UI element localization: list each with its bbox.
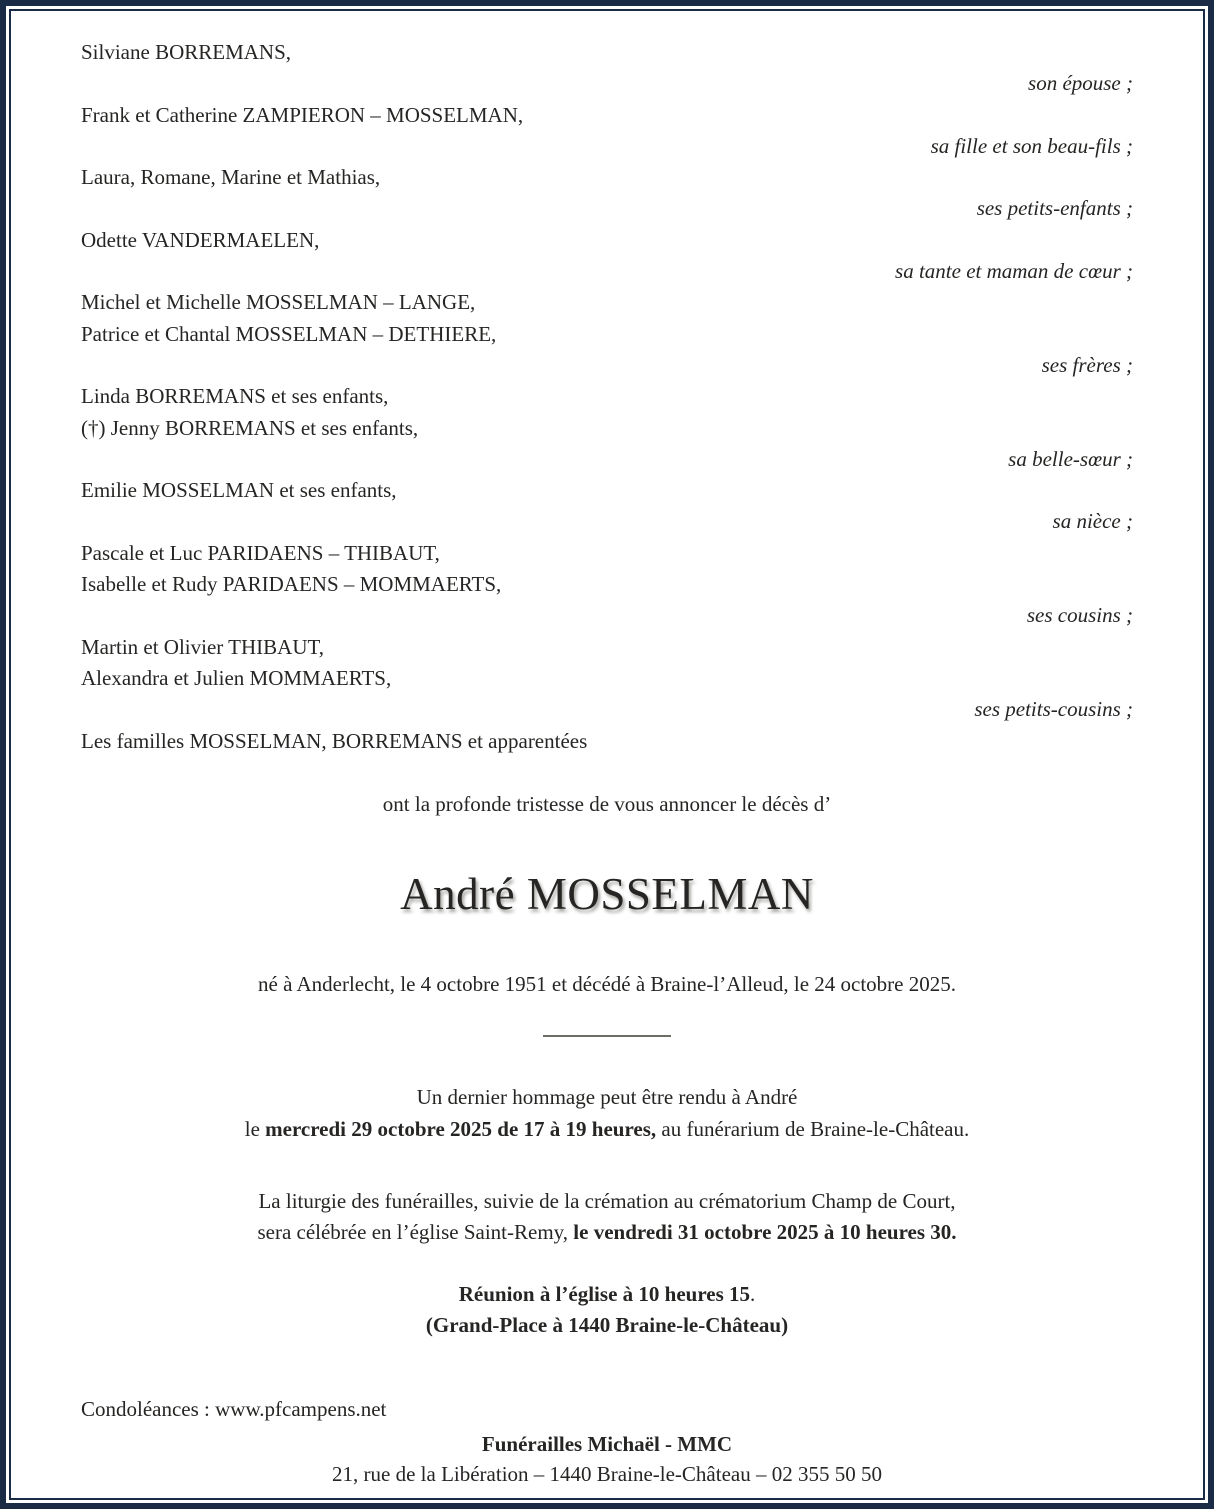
tribute-line1: Un dernier hommage peut être rendu à André <box>416 1085 798 1110</box>
liturgy-section <box>81 1186 1133 1249</box>
family-name-line: Pascale et Luc PARIDAENS – THIBAUT, <box>81 540 440 565</box>
tribute-line2 <box>81 1114 1133 1145</box>
funeral-home-name: Funérailles Michaël - MMC <box>481 1432 733 1457</box>
family-relation-line: sa nièce ; <box>1052 509 1133 534</box>
life-dates-line: né à Anderlecht, le 4 octobre 1951 et décédé à Braine-l’Alleud, le 24 octobre 2025. <box>258 972 956 997</box>
family-name-line: Les familles MOSSELMAN, BORREMANS et apparentées <box>81 728 588 753</box>
condolences-label: Condoléances : <box>81 1397 216 1422</box>
family-block <box>81 37 1133 757</box>
liturgy-line1: La liturgie des funérailles, suivie de la crémation au crématorium Champ de Court, <box>258 1189 956 1214</box>
family-relation-line: sa fille et son beau-fils ; <box>930 133 1133 158</box>
liturgy-line2 <box>81 1217 1133 1248</box>
family-name-line: (†) Jenny BORREMANS et ses enfants, <box>81 415 419 440</box>
tribute-line2-suffix: au funérarium de Braine-le-Château. <box>656 1116 970 1141</box>
condolences-url: www.pfcampens.net <box>215 1397 387 1422</box>
family-relation-line: ses cousins ; <box>1026 603 1133 628</box>
family-relation-line: son épouse ; <box>1028 71 1133 96</box>
tribute-line2-datetime: mercredi 29 octobre 2025 de 17 à 19 heures, <box>265 1116 657 1141</box>
condolences-line <box>81 1394 1133 1425</box>
family-name-line: Silviane BORREMANS, <box>81 40 292 64</box>
meeting-section <box>81 1279 1133 1342</box>
family-name-line: Frank et Catherine ZAMPIERON – MOSSELMAN, <box>81 102 524 127</box>
family-relation-line: sa tante et maman de cœur ; <box>895 259 1133 284</box>
family-relation-line: ses petits-cousins ; <box>974 697 1133 722</box>
tribute-line2-prefix: le <box>244 1116 266 1141</box>
liturgy-line2-datetime: le vendredi 31 octobre 2025 à 10 heures 30. <box>573 1220 957 1245</box>
meeting-line1-period: . <box>750 1281 756 1306</box>
family-name-line: Emilie MOSSELMAN et ses enfants, <box>81 478 397 503</box>
border-white-gap <box>6 6 1208 1503</box>
meeting-place: (Grand-Place à 1440 Braine-le-Château) <box>425 1312 789 1337</box>
family-relation-line: ses petits-enfants ; <box>976 196 1133 221</box>
obituary-content <box>11 37 1203 1489</box>
inner-border-frame <box>9 9 1205 1500</box>
family-relation-line: sa belle-sœur ; <box>1008 446 1133 471</box>
family-name-line: Laura, Romane, Marine et Mathias, <box>81 165 381 190</box>
family-name-line: Odette VANDERMAELEN, <box>81 227 320 252</box>
family-name-line: Isabelle et Rudy PARIDAENS – MOMMAERTS, <box>81 572 502 597</box>
tribute-section <box>81 1082 1133 1145</box>
deceased-name: André MOSSELMAN <box>400 869 814 920</box>
funeral-home-address: 21, rue de la Libération – 1440 Braine-le-Château – 02 355 50 50 <box>332 1462 882 1487</box>
announcement-line: ont la profonde tristesse de vous annoncer le décès d’ <box>382 791 832 816</box>
family-name-line: Michel et Michelle MOSSELMAN – LANGE, <box>81 290 476 315</box>
family-name-line: Alexandra et Julien MOMMAERTS, <box>81 665 392 690</box>
family-name-line: Linda BORREMANS et ses enfants, <box>81 384 389 409</box>
family-name-line: Martin et Olivier THIBAUT, <box>81 634 325 659</box>
liturgy-line2-prefix: sera célébrée en l’église Saint-Remy, <box>257 1220 574 1245</box>
funeral-home-section <box>81 1429 1133 1489</box>
family-relation-line: ses frères ; <box>1041 352 1133 377</box>
family-name-line: Patrice et Chantal MOSSELMAN – DETHIERE, <box>81 321 497 346</box>
meeting-time: Réunion à l’église à 10 heures 15 <box>458 1281 751 1306</box>
meeting-line1 <box>81 1279 1133 1310</box>
separator-line <box>543 1035 671 1037</box>
